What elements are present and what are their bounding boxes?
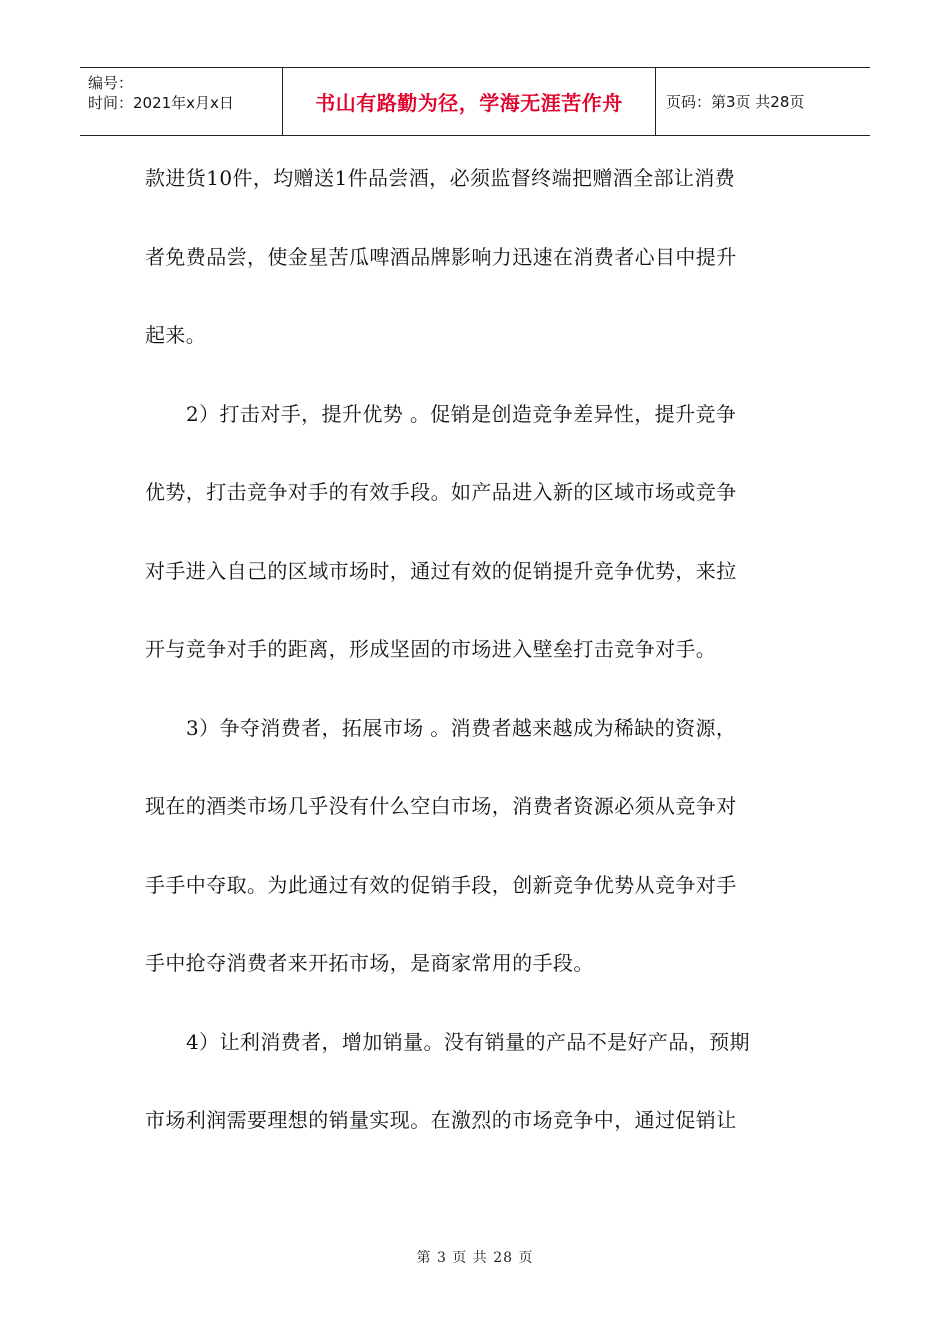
body-line: 对手进入自己的区域市场时，通过有效的促销提升竞争优势，来拉 (145, 558, 737, 583)
body-line: 市场利润需要理想的销量实现。在激烈的市场竞争中，通过促销让 (145, 1108, 737, 1132)
body-line: 4）让利消费者，增加销量。没有销量的产品不是好产品，预期 (186, 1029, 750, 1054)
document-body (145, 165, 810, 1186)
page-footer (0, 1247, 950, 1267)
body-line: 手手中夺取。为此通过有效的促销手段，创新竞争优势从竞争对手 (145, 872, 737, 897)
header-meta (80, 68, 283, 135)
body-line: 3）争夺消费者，拓展市场 。消费者越来越成为稀缺的资源， (186, 715, 737, 740)
header-page-info (656, 68, 870, 135)
body-line: 手中抢夺消费者来开拓市场，是商家常用的手段。 (145, 951, 594, 975)
header-motto: 书山有路勤为径，学海无涯苦作舟 (315, 91, 623, 115)
footer-page-number: 第 3 页 共 28 页 (416, 1250, 534, 1266)
body-line: 者免费品尝，使金星苦瓜啤酒品牌影响力迅速在消费者心目中提升 (145, 244, 737, 269)
document-time-label: 时间：2021年x月x日 (88, 94, 234, 112)
page-header (80, 67, 870, 136)
body-line: 现在的酒类市场几乎没有什么空白市场，消费者资源必须从竞争对 (145, 794, 737, 818)
header-motto-cell (283, 68, 656, 135)
document-number-label: 编号： (88, 74, 134, 92)
body-line: 起来。 (145, 323, 207, 347)
header-page-label: 页码：第3页 共28页 (666, 93, 805, 111)
body-line: 开与竞争对手的距离，形成坚固的市场进入壁垒打击竞争对手。 (145, 637, 717, 661)
body-line: 款进货10件，均赠送1件品尝酒，必须监督终端把赠酒全部让消费 (145, 166, 736, 190)
body-line: 2）打击对手，提升优势 。促销是创造竞争差异性，提升竞争 (186, 401, 737, 426)
body-line: 优势，打击竞争对手的有效手段。如产品进入新的区域市场或竞争 (145, 480, 737, 504)
